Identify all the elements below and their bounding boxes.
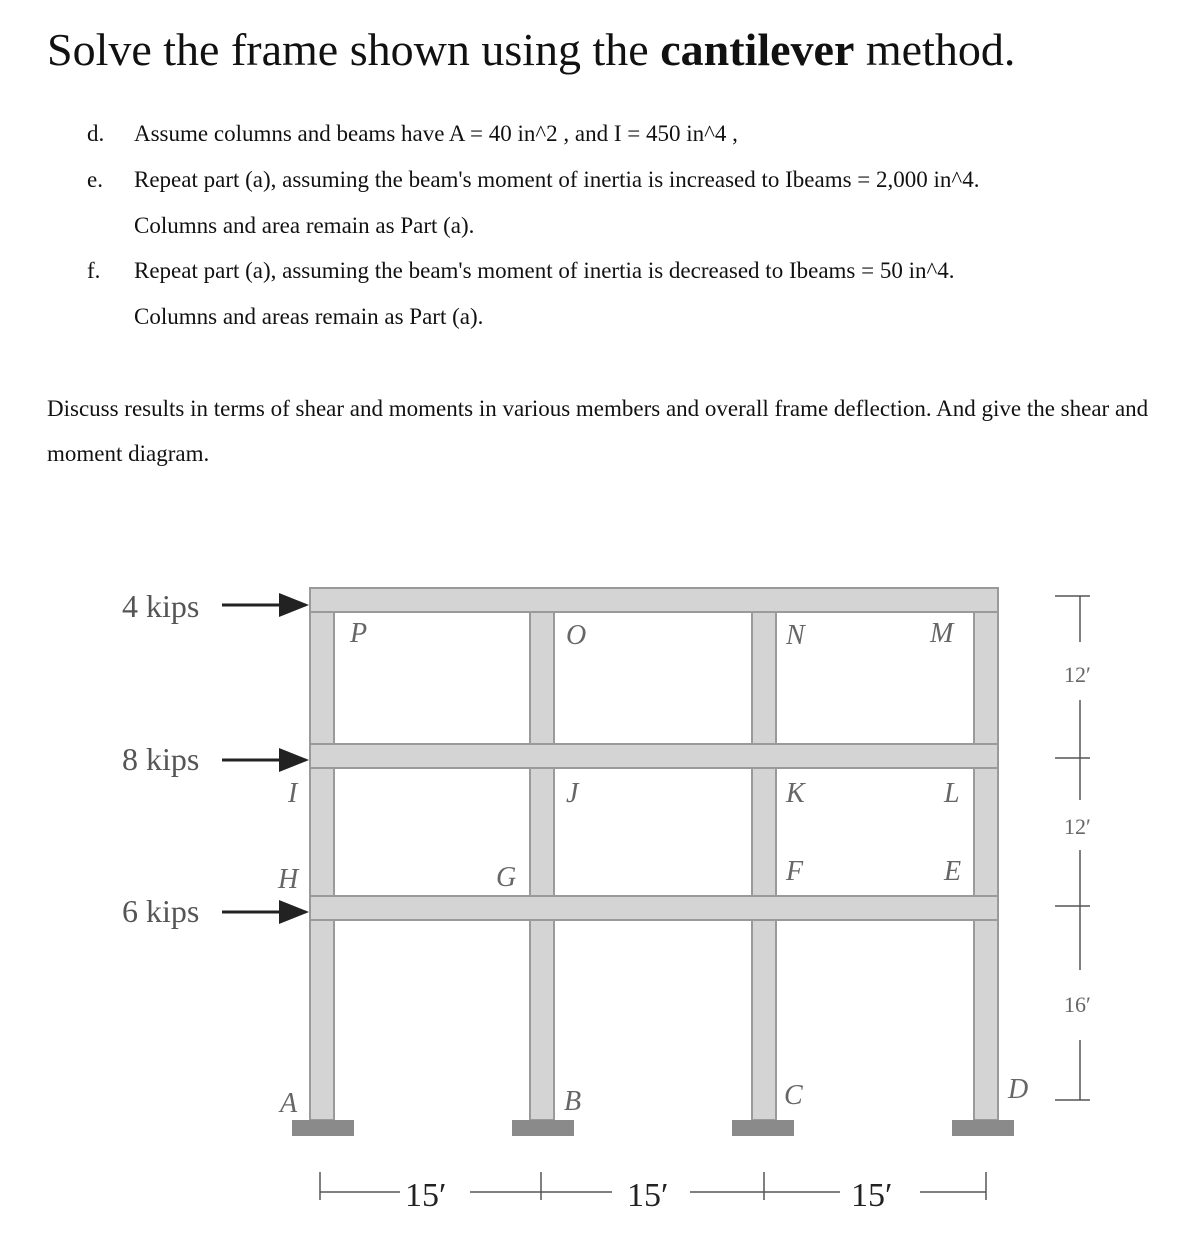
node-F: F [786,856,804,887]
support-B [512,1120,574,1136]
node-D: D [1008,1074,1029,1105]
node-N: N [786,620,805,651]
span-label-3: 15′ [851,1177,893,1214]
frame-members [310,588,998,1120]
node-C: C [784,1080,803,1111]
column-A-P [310,588,334,1120]
part-d-text: Assume columns and beams have A = 40 in^2 , and I = 450 in^4 , [134,121,738,146]
lower-floor-beam [310,896,998,920]
column-C-N [752,588,776,1120]
upper-floor-beam [310,744,998,768]
node-B: B [564,1086,582,1117]
part-f-text-line2: Columns and areas remain as Part (a). [134,304,484,329]
part-e-text-line1: Repeat part (a), assuming the beam's moment of inertia is increased to Ibeams = 2,000 in^4. [134,167,980,192]
support-A [292,1120,354,1136]
fixed-supports [292,1120,1014,1136]
part-d-label: d. [87,121,105,146]
load-label-lower: 6 kips [122,893,200,929]
height-label-top: 12′ [1064,662,1091,687]
column-D-M [974,588,998,1120]
node-labels [277,618,1028,1119]
support-C [732,1120,794,1136]
discussion-text: Discuss results in terms of shear and moments in various members and overall frame deflection. And give the shear and moment diagram. [47,396,1149,466]
roof-beam [310,588,998,612]
node-L: L [944,778,960,809]
part-f-label: f. [87,258,101,283]
node-H: H [278,864,299,895]
node-G: G [496,862,517,893]
part-f-text-line1: Repeat part (a), assuming the beam's moment of inertia is decreased to Ibeams = 50 in^4. [134,258,955,283]
height-label-bottom: 16′ [1064,992,1091,1017]
support-D [952,1120,1014,1136]
load-label-roof: 4 kips [122,588,200,624]
part-e-text-line2: Columns and area remain as Part (a). [134,213,475,238]
node-P: P [350,618,368,649]
node-M: M [930,618,954,649]
node-A: A [280,1088,298,1119]
problem-title: Solve the frame shown using the cantilever method. [47,24,1016,75]
node-O: O [566,620,587,651]
node-E: E [944,856,962,887]
span-label-2: 15′ [627,1177,669,1214]
node-I: I [288,778,298,809]
title-emphasis: cantilever [660,24,855,75]
height-label-middle: 12′ [1064,814,1091,839]
column-B-O [530,588,554,1120]
load-label-upper: 8 kips [122,741,200,777]
span-label-1: 15′ [405,1177,447,1214]
node-K: K [786,778,805,809]
part-e-label: e. [87,167,103,192]
node-J: J [566,778,579,809]
